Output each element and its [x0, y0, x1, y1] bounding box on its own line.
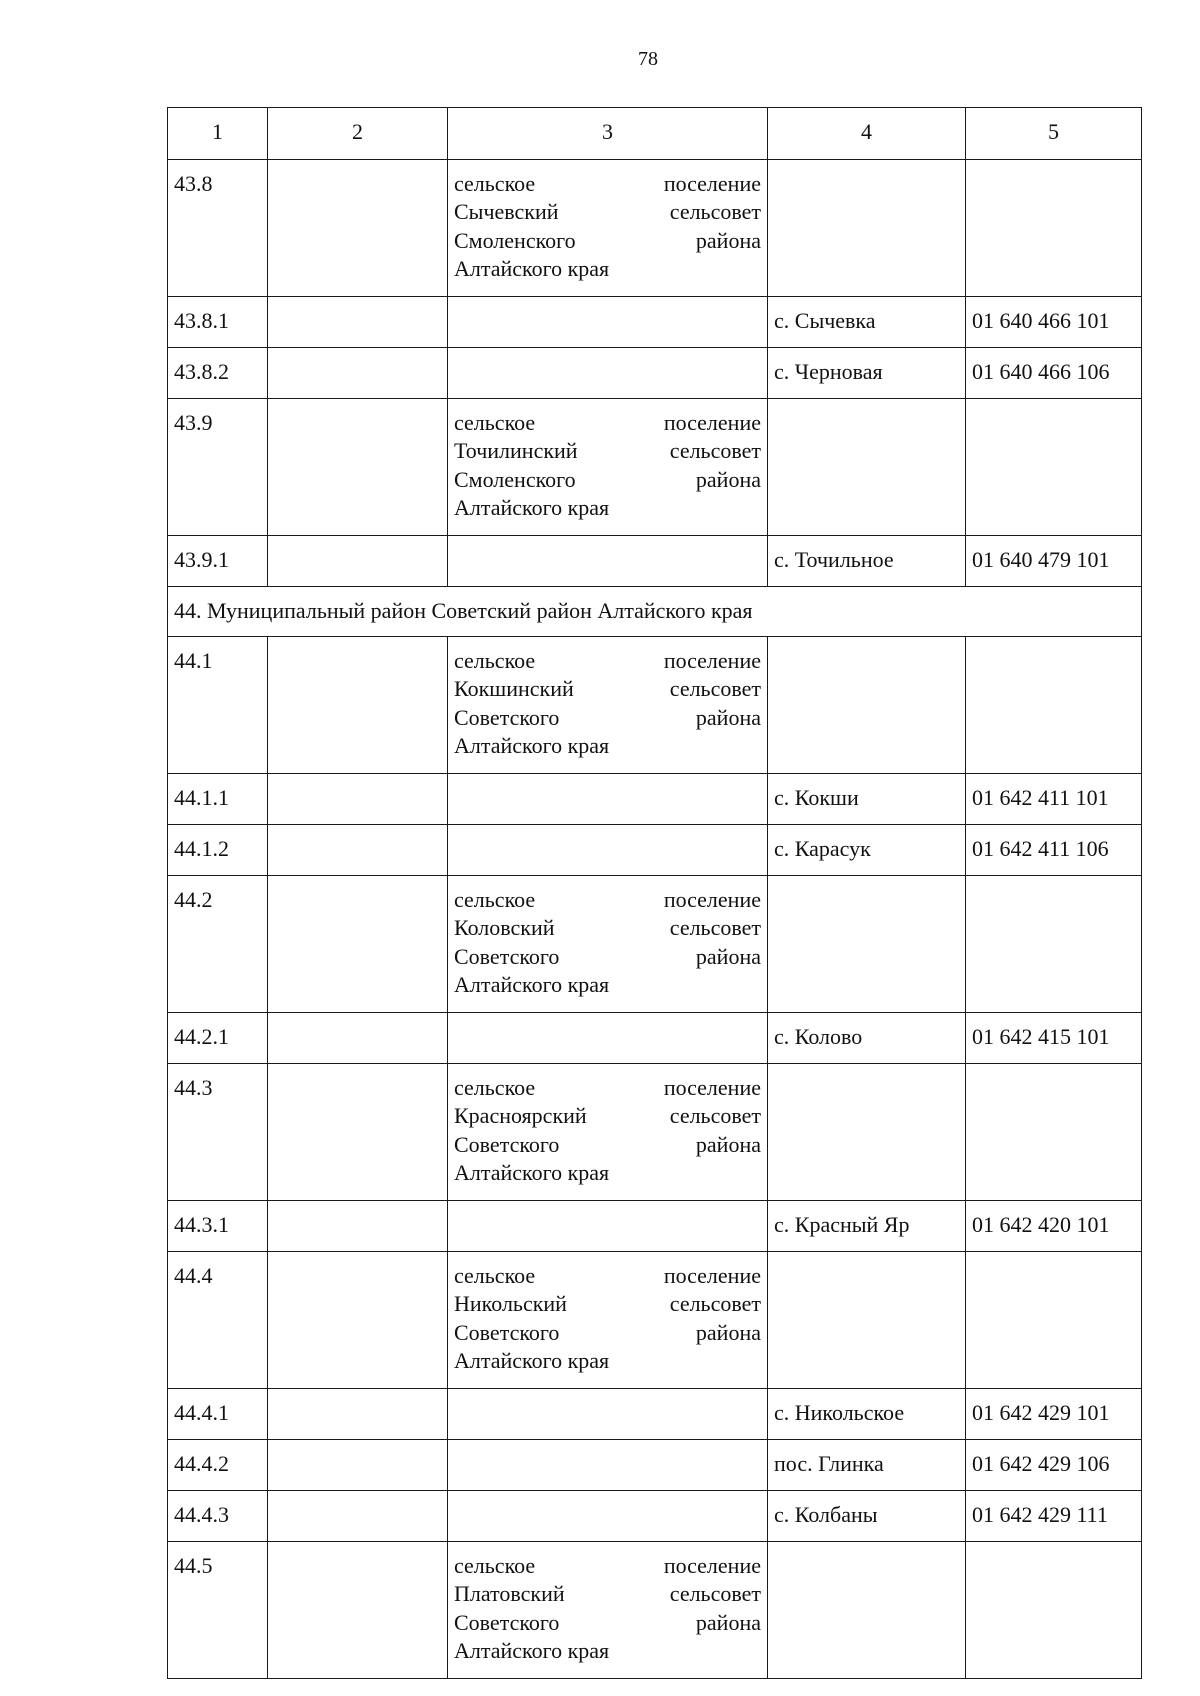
row-number: 44.3	[168, 1063, 268, 1200]
row-number: 44.3.1	[168, 1200, 268, 1251]
table-row	[168, 535, 1142, 586]
okato-code: 01 642 429 106	[966, 1439, 1142, 1490]
column-2-cell	[268, 1063, 448, 1200]
description-word: Смоленского	[454, 227, 576, 253]
column-2-cell	[268, 398, 448, 535]
description-word: Коловский	[454, 915, 555, 940]
description-line	[454, 1102, 761, 1131]
description-line	[454, 704, 761, 733]
settlement-description	[448, 875, 768, 1012]
description-word: сельское	[454, 1262, 536, 1288]
description-line	[454, 494, 761, 523]
description-word: Кокшинский	[454, 676, 574, 701]
row-number: 43.9.1	[168, 535, 268, 586]
description-line	[454, 1131, 761, 1160]
description-word: поселение	[663, 409, 761, 435]
description-word: сельсовет	[669, 676, 761, 701]
column-3-cell	[448, 1012, 768, 1063]
row-number: 44.1	[168, 636, 268, 773]
okato-code: 01 642 411 101	[966, 773, 1142, 824]
settlement-group-row	[168, 1063, 1142, 1200]
column-2-cell	[268, 875, 448, 1012]
column-2-cell	[268, 773, 448, 824]
description-word: поселение	[663, 1552, 761, 1578]
column-header: 5	[966, 108, 1142, 160]
okato-code	[966, 159, 1142, 296]
column-header: 1	[168, 108, 268, 160]
description-word: района	[695, 1319, 761, 1345]
row-number: 44.4.2	[168, 1439, 268, 1490]
table-body	[168, 159, 1142, 1678]
okato-code: 01 640 479 101	[966, 535, 1142, 586]
description-word: сельское	[454, 1552, 536, 1578]
description-line	[454, 409, 761, 438]
column-2-cell	[268, 159, 448, 296]
column-3-cell	[448, 535, 768, 586]
description-line	[454, 1074, 761, 1103]
locality-name	[768, 159, 966, 296]
locality-name	[768, 875, 966, 1012]
description-word: сельское	[454, 647, 536, 673]
okato-code	[966, 875, 1142, 1012]
column-3-cell	[448, 296, 768, 347]
column-2-cell	[268, 1012, 448, 1063]
okato-code: 01 642 429 101	[966, 1388, 1142, 1439]
table-row	[168, 1200, 1142, 1251]
description-word: поселение	[663, 1262, 761, 1288]
locality-name: с. Кокши	[768, 773, 966, 824]
settlement-description	[448, 636, 768, 773]
row-number: 44.4.1	[168, 1388, 268, 1439]
column-3-cell	[448, 1200, 768, 1251]
column-3-cell	[448, 347, 768, 398]
description-line	[454, 914, 761, 943]
description-word: сельсовет	[669, 1103, 761, 1128]
description-word: района	[695, 1131, 761, 1157]
row-number: 44.2.1	[168, 1012, 268, 1063]
column-3-cell	[448, 773, 768, 824]
description-line	[454, 170, 761, 199]
column-2-cell	[268, 535, 448, 586]
description-line	[454, 227, 761, 256]
description-line	[454, 1609, 761, 1638]
description-line	[454, 886, 761, 915]
table-row	[168, 1490, 1142, 1541]
locality-name: с. Колбаны	[768, 1490, 966, 1541]
description-word: сельское	[454, 1074, 536, 1100]
column-3-cell	[448, 824, 768, 875]
okato-code: 01 642 429 111	[966, 1490, 1142, 1541]
settlement-group-row	[168, 398, 1142, 535]
description-line	[454, 437, 761, 466]
row-number: 44.4.3	[168, 1490, 268, 1541]
description-word: сельсовет	[669, 1581, 761, 1606]
column-2-cell	[268, 1439, 448, 1490]
table-row	[168, 824, 1142, 875]
settlement-description	[448, 1251, 768, 1388]
description-line	[454, 675, 761, 704]
row-number: 43.8.2	[168, 347, 268, 398]
table-row	[168, 1439, 1142, 1490]
description-line	[454, 255, 761, 284]
table-row	[168, 296, 1142, 347]
page-number: 78	[638, 48, 658, 70]
description-word: поселение	[663, 647, 761, 673]
section-heading-row	[168, 586, 1142, 636]
column-2-cell	[268, 1251, 448, 1388]
settlement-group-row	[168, 159, 1142, 296]
locality-name	[768, 636, 966, 773]
description-word: Сычевский	[454, 199, 559, 224]
settlement-group-row	[168, 875, 1142, 1012]
column-2-cell	[268, 1200, 448, 1251]
description-word: сельсовет	[669, 915, 761, 940]
column-header: 3	[448, 108, 768, 160]
column-2-cell	[268, 636, 448, 773]
description-word: Никольский	[454, 1291, 567, 1316]
locality-name	[768, 1063, 966, 1200]
settlement-group-row	[168, 1251, 1142, 1388]
settlement-description	[448, 1063, 768, 1200]
okato-code: 01 640 466 101	[966, 296, 1142, 347]
locality-name	[768, 398, 966, 535]
row-number: 44.2	[168, 875, 268, 1012]
locality-name: с. Черновая	[768, 347, 966, 398]
header-row	[168, 108, 1142, 160]
description-word: сельсовет	[669, 199, 761, 224]
column-3-cell	[448, 1439, 768, 1490]
okato-code	[966, 1251, 1142, 1388]
description-word: района	[695, 227, 761, 253]
registry-table	[167, 107, 1142, 1679]
description-word: сельсовет	[669, 1291, 761, 1316]
okato-code	[966, 1063, 1142, 1200]
description-word: района	[695, 943, 761, 969]
column-2-cell	[268, 347, 448, 398]
row-number: 44.1.2	[168, 824, 268, 875]
locality-name: с. Карасук	[768, 824, 966, 875]
settlement-description	[448, 159, 768, 296]
description-word: Советского	[454, 1131, 560, 1157]
row-number: 43.9	[168, 398, 268, 535]
locality-name: с. Сычевка	[768, 296, 966, 347]
description-line	[454, 943, 761, 972]
description-line	[454, 1580, 761, 1609]
description-word: района	[695, 1609, 761, 1635]
locality-name: с. Колово	[768, 1012, 966, 1063]
description-line	[454, 647, 761, 676]
row-number: 43.8	[168, 159, 268, 296]
locality-name	[768, 1251, 966, 1388]
description-line	[454, 198, 761, 227]
locality-name: с. Никольское	[768, 1388, 966, 1439]
description-line	[454, 1262, 761, 1291]
locality-name: с. Красный Яр	[768, 1200, 966, 1251]
description-word: Алтайского края	[454, 256, 610, 281]
description-word: поселение	[663, 886, 761, 912]
row-number: 44.1.1	[168, 773, 268, 824]
description-line	[454, 1347, 761, 1376]
description-word: Алтайского края	[454, 733, 610, 758]
settlement-group-row	[168, 636, 1142, 773]
description-line	[454, 971, 761, 1000]
column-2-cell	[268, 1388, 448, 1439]
column-2-cell	[268, 296, 448, 347]
settlement-description	[448, 1541, 768, 1678]
description-word: Советского	[454, 1319, 560, 1345]
description-word: района	[695, 466, 761, 492]
okato-code: 01 642 411 106	[966, 824, 1142, 875]
row-number: 44.5	[168, 1541, 268, 1678]
column-3-cell	[448, 1388, 768, 1439]
description-word: Алтайского края	[454, 972, 610, 997]
okato-code	[966, 398, 1142, 535]
description-word: сельсовет	[669, 438, 761, 463]
column-2-cell	[268, 824, 448, 875]
description-word: поселение	[663, 170, 761, 196]
okato-code: 01 642 420 101	[966, 1200, 1142, 1251]
column-header: 4	[768, 108, 966, 160]
description-line	[454, 1290, 761, 1319]
description-word: Красноярский	[454, 1103, 587, 1128]
description-line	[454, 732, 761, 761]
description-word: сельское	[454, 170, 536, 196]
table-row	[168, 773, 1142, 824]
description-word: Смоленского	[454, 466, 576, 492]
description-line	[454, 1319, 761, 1348]
description-line	[454, 1552, 761, 1581]
locality-name: с. Точильное	[768, 535, 966, 586]
table-row	[168, 347, 1142, 398]
column-3-cell	[448, 1490, 768, 1541]
description-word: Точилинский	[454, 438, 578, 463]
row-number: 43.8.1	[168, 296, 268, 347]
description-word: Советского	[454, 943, 560, 969]
locality-name: пос. Глинка	[768, 1439, 966, 1490]
locality-name	[768, 1541, 966, 1678]
table-row	[168, 1388, 1142, 1439]
description-word: сельское	[454, 409, 536, 435]
settlement-group-row	[168, 1541, 1142, 1678]
column-2-cell	[268, 1490, 448, 1541]
description-word: Платовский	[454, 1581, 565, 1606]
description-word: Алтайского края	[454, 495, 610, 520]
table-row	[168, 1012, 1142, 1063]
description-word: Алтайского края	[454, 1160, 610, 1185]
description-word: Советского	[454, 1609, 560, 1635]
description-line	[454, 1159, 761, 1188]
description-word: Алтайского края	[454, 1348, 610, 1373]
description-line	[454, 466, 761, 495]
column-header: 2	[268, 108, 448, 160]
okato-code	[966, 636, 1142, 773]
row-number: 44.4	[168, 1251, 268, 1388]
description-word: Алтайского края	[454, 1638, 610, 1663]
okato-code	[966, 1541, 1142, 1678]
column-2-cell	[268, 1541, 448, 1678]
description-word: поселение	[663, 1074, 761, 1100]
section-heading: 44. Муниципальный район Советский район Алтайского края	[168, 586, 1142, 636]
okato-code: 01 640 466 106	[966, 347, 1142, 398]
okato-code: 01 642 415 101	[966, 1012, 1142, 1063]
settlement-description	[448, 398, 768, 535]
description-word: района	[695, 704, 761, 730]
description-word: сельское	[454, 886, 536, 912]
description-line	[454, 1637, 761, 1666]
description-word: Советского	[454, 704, 560, 730]
